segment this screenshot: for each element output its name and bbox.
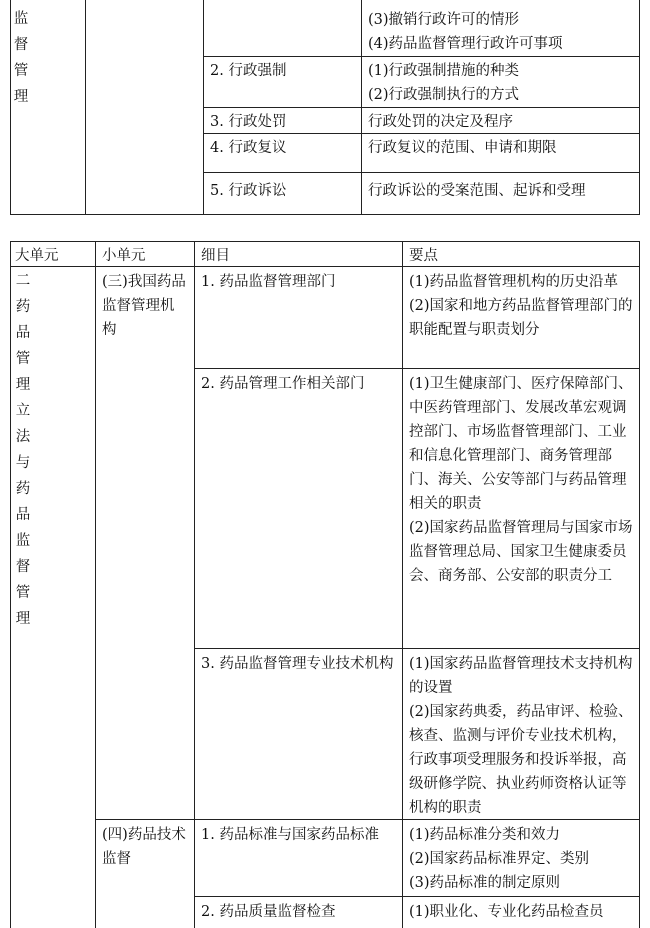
point-text: 行政诉讼的受案范围、起诉和受理 (368, 183, 586, 199)
big-unit-char: 二 (15, 273, 31, 289)
table-row (403, 650, 639, 822)
item-text: 5. 行政诉讼 (210, 183, 287, 199)
column-header: 大单元 (15, 248, 59, 264)
item-text: 4. 行政复议 (210, 140, 287, 156)
big-unit-char: 理 (13, 89, 29, 105)
table-row (403, 268, 639, 344)
big-unit-char: 药 (15, 299, 31, 315)
big-unit-char: 管 (13, 63, 29, 79)
big-unit-char: 法 (15, 429, 31, 445)
table-row (362, 6, 639, 58)
sub-unit: (三)我国药品监督管理机构 (102, 274, 186, 338)
item-text: 1. 药品标准与国家药品标准 (201, 827, 379, 843)
point-text: (2)国家药品标准界定、类别 (409, 851, 590, 867)
point-text: (1)药品监督管理机构的历史沿革 (409, 274, 619, 290)
table-row (403, 821, 639, 897)
table-row (403, 370, 639, 590)
point-text: (2)行政强制执行的方式 (368, 87, 520, 103)
big-unit-char: 理 (15, 611, 31, 627)
big-unit-char: 督 (15, 559, 31, 575)
big-unit-char: 与 (15, 455, 31, 471)
column-header: 要点 (409, 248, 438, 264)
point-text: (2)国家和地方药品监督管理部门的职能配置与职责划分 (409, 298, 633, 338)
point-text: (1)卫生健康部门、医疗保障部门、中医药管理部门、发展改革宏观调控部门、市场监督管理部门、工业和信息化管理部门、商务管理部门、海关、公安等部门与药品管理相关的职责 (409, 376, 633, 512)
item-text: 2. 药品管理工作相关部门 (201, 376, 365, 392)
table-row (362, 57, 639, 109)
point-text: (2)国家药品监督管理局与国家市场监督管理总局、国家卫生健康委员会、商务部、公安部的职责分工 (409, 520, 633, 584)
point-text: 行政处罚的决定及程序 (368, 114, 513, 130)
point-text: (3)药品标准的制定原则 (409, 875, 561, 891)
column-header: 小单元 (102, 248, 146, 264)
point-text: (4)药品监督管理行政许可事项 (368, 36, 563, 52)
item-text: 2. 药品质量监督检查 (201, 904, 336, 920)
big-unit-char: 监 (13, 11, 29, 27)
big-unit-char: 管 (15, 351, 31, 367)
top-big-unit (11, 6, 31, 110)
big-unit-char: 品 (15, 325, 31, 341)
main-big-unit (13, 268, 33, 632)
item-text: 1. 药品监督管理部门 (201, 274, 336, 290)
big-unit-char: 管 (15, 585, 31, 601)
column-header: 细目 (201, 248, 230, 264)
big-unit-char: 理 (15, 377, 31, 393)
sub-unit: (四)药品技术监督 (102, 827, 186, 867)
big-unit-char: 监 (15, 533, 31, 549)
point-text: (3)撤销行政许可的情形 (368, 12, 520, 28)
point-text: (1)行政强制措施的种类 (368, 63, 520, 79)
big-unit-char: 督 (13, 37, 29, 53)
point-text: 行政复议的范围、申请和期限 (368, 140, 557, 156)
item-text: 3. 行政处罚 (210, 114, 287, 130)
item-text: 3. 药品监督管理专业技术机构 (201, 656, 394, 672)
point-text: (1)药品标准分类和效力 (409, 827, 561, 843)
big-unit-char: 品 (15, 507, 31, 523)
point-text: (1)职业化、专业化药品检查员 (409, 904, 604, 920)
point-text: (1)国家药品监督管理技术支持机构的设置 (409, 656, 633, 696)
big-unit-char: 药 (15, 481, 31, 497)
big-unit-char: 立 (15, 403, 31, 419)
item-text: 2. 行政强制 (210, 63, 287, 79)
point-text: (2)国家药典委，药品审评、检验、核查、监测与评价专业技术机构，行政事项受理服务和投诉举报，高级研修学院、执业药师资格认证等机构的职责 (409, 704, 633, 816)
